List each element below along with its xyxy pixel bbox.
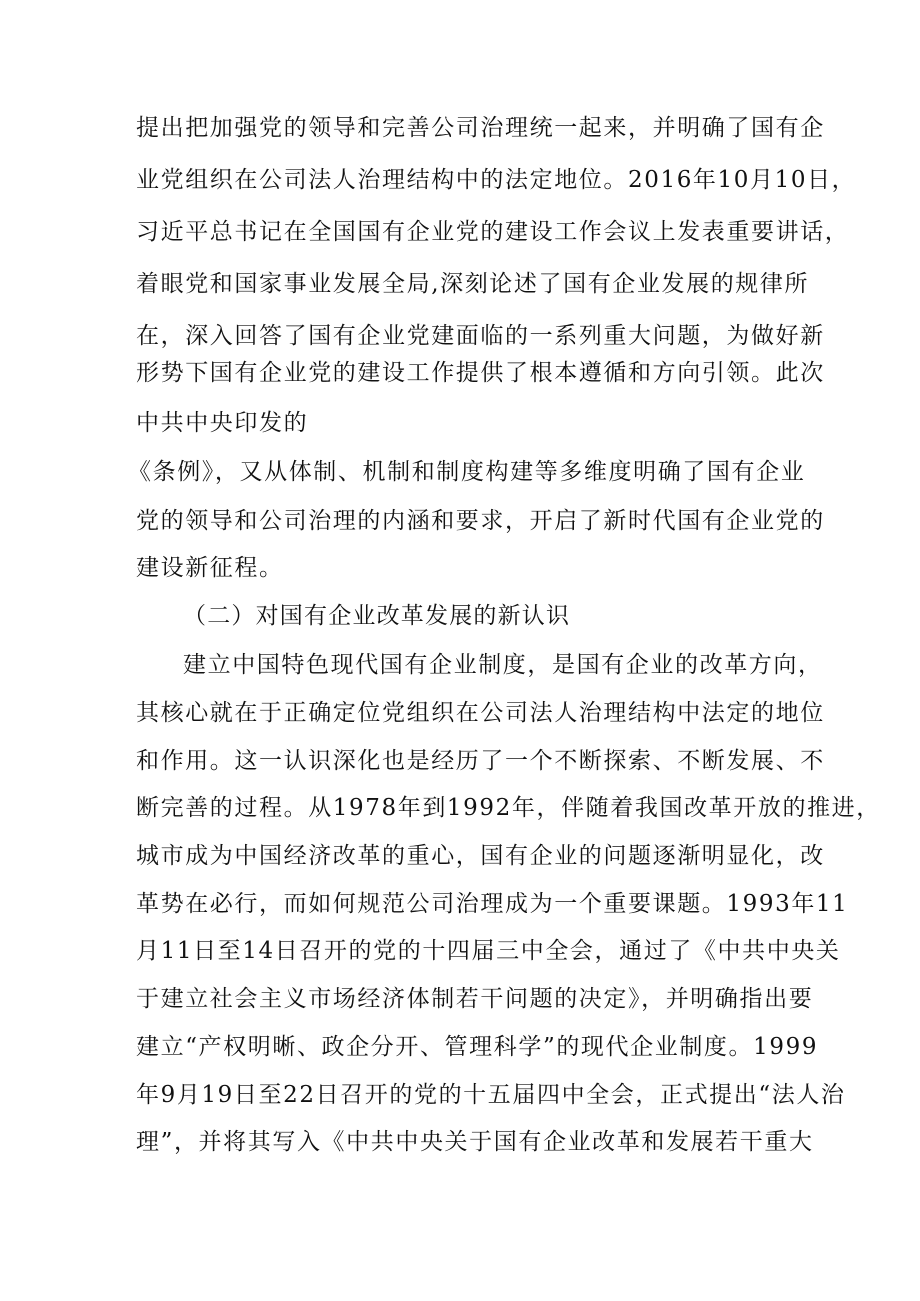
paragraph-line: 习近平总书记在全国国有企业党的建设工作会议上发表重要讲话， bbox=[136, 219, 850, 245]
paragraph-line: 建设新征程。 bbox=[136, 555, 284, 581]
paragraph-line: 形势下国有企业党的建设工作提供了根本遵循和方向引领。此次 bbox=[136, 360, 825, 386]
paragraph-line: 中共中央印发的 bbox=[136, 410, 309, 436]
paragraph-line: 《条例》，又从体制、机制和制度构建等多维度明确了国有企业 bbox=[128, 459, 806, 485]
paragraph-line: 建立“产权明晰、政企分开、管理科学”的现代企业制度。1999 bbox=[136, 1034, 819, 1060]
paragraph-line: 建立中国特色现代国有企业制度，是国有企业的改革方向， bbox=[183, 652, 823, 678]
paragraph-line: 党的领导和公司治理的内涵和要求，开启了新时代国有企业党的 bbox=[136, 508, 825, 534]
paragraph-line: 年9月19日至22日召开的党的十五届四中全会，正式提出“法人治 bbox=[136, 1082, 846, 1108]
paragraph-line: 断完善的过程。从1978年到1992年，伴随着我国改革开放的推进， bbox=[136, 795, 881, 821]
paragraph-line: 和作用。这一认识深化也是经历了一个不断探索、不断发展、不 bbox=[136, 748, 825, 774]
paragraph-line: 业党组织在公司法人治理结构中的法定地位。2016年10月10日， bbox=[136, 167, 857, 193]
paragraph-line: 提出把加强党的领导和完善公司治理统一起来，并明确了国有企 bbox=[136, 115, 825, 141]
paragraph-line: 其核心就在于正确定位党组织在公司法人治理结构中法定的地位 bbox=[136, 700, 825, 726]
section-heading: （二）对国有企业改革发展的新认识 bbox=[183, 603, 571, 629]
paragraph-line: 在，深入回答了国有企业党建面临的一系列重大问题，为做好新 bbox=[136, 323, 825, 349]
paragraph-line: 着眼党和国家事业发展全局,深刻论述了国有企业发展的规律所 bbox=[136, 271, 810, 297]
paragraph-line: 理”，并将其写入《中共中央关于国有企业改革和发展若干重大 bbox=[136, 1129, 814, 1155]
paragraph-line: 月11日至14日召开的党的十四届三中全会，通过了《中共中央关 bbox=[136, 938, 841, 964]
paragraph-line: 革势在必行，而如何规范公司治理成为一个重要课题。1993年11 bbox=[136, 891, 849, 917]
paragraph-line: 于建立社会主义市场经济体制若干问题的决定》，并明确指出要 bbox=[136, 986, 814, 1012]
paragraph-line: 城市成为中国经济改革的重心，国有企业的问题逐渐明显化，改 bbox=[136, 843, 825, 869]
